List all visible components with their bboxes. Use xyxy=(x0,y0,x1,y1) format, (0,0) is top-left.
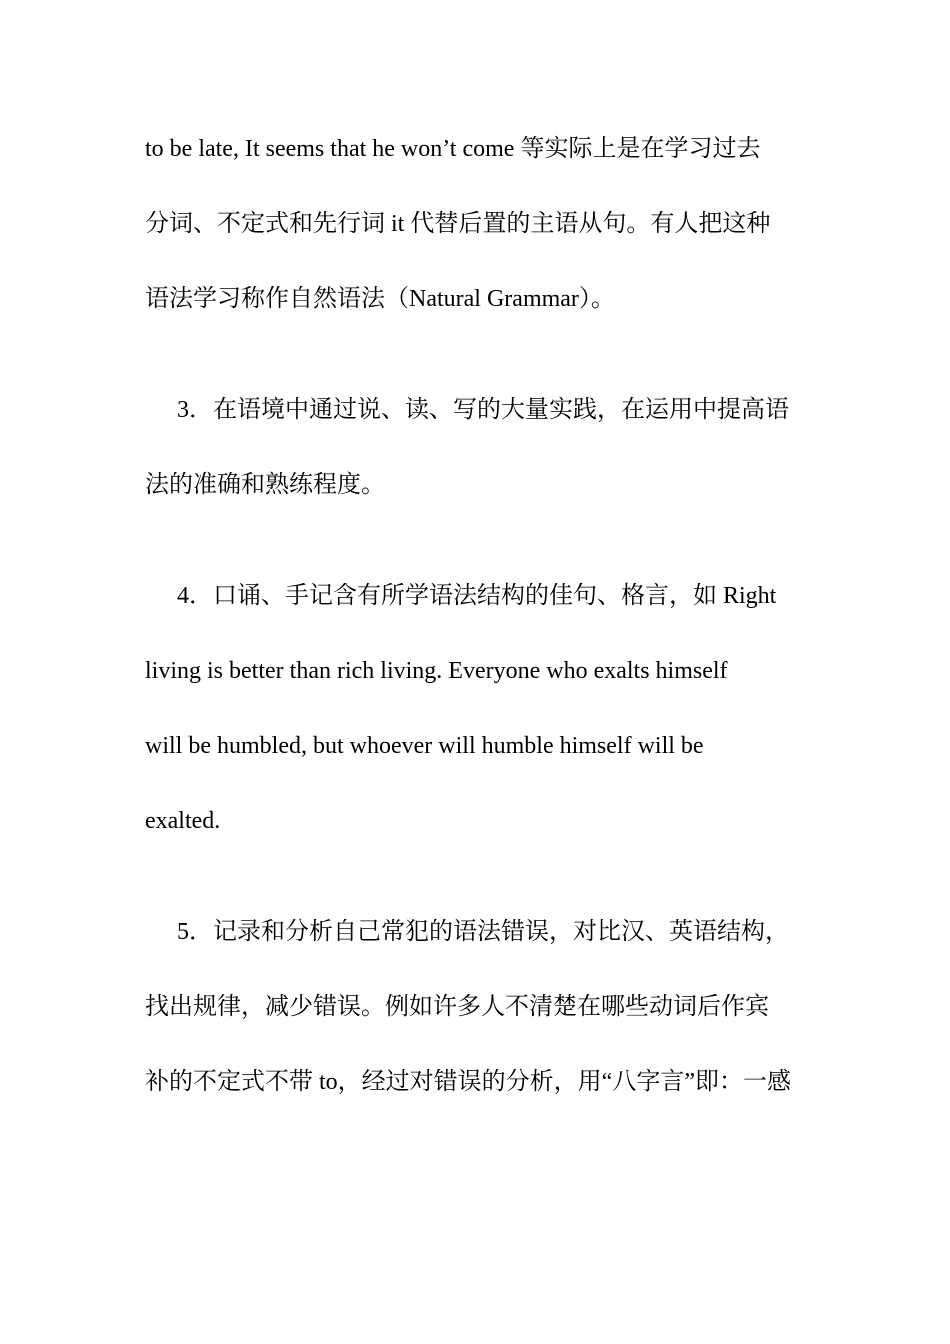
paragraph-4-line-4: exalted. xyxy=(145,808,221,834)
text-line-2: 分词、不定式和先行词 it 代替后置的主语从句。有人把这种 xyxy=(145,211,771,237)
paragraph-4-line-1: 4．口诵、手记含有所学语法结构的佳句、格言，如 Right xyxy=(177,583,777,609)
paragraph-4-line-2: living is better than rich living. Everyone who exalts himself xyxy=(145,658,728,684)
text-line-3: 语法学习称作自然语法（Natural Grammar）。 xyxy=(145,286,615,312)
paragraph-5-line-2: 找出规律，减少错误。例如许多人不清楚在哪些动词后作宾 xyxy=(145,994,769,1020)
paragraph-4-line-3: will be humbled, but whoever will humble himself will be xyxy=(145,733,704,759)
paragraph-3-line-2: 法的准确和熟练程度。 xyxy=(145,472,385,498)
paragraph-5-line-1: 5．记录和分析自己常犯的语法错误，对比汉、英语结构， xyxy=(177,919,789,945)
text-line-1: to be late, It seems that he won’t come 等实际上是在学习过去 xyxy=(145,136,761,162)
paragraph-3-line-1: 3．在语境中通过说、读、写的大量实践，在运用中提高语 xyxy=(177,397,789,423)
paragraph-5-line-3: 补的不定式不带 to，经过对错误的分析，用“八字言”即：一感 xyxy=(145,1069,791,1095)
